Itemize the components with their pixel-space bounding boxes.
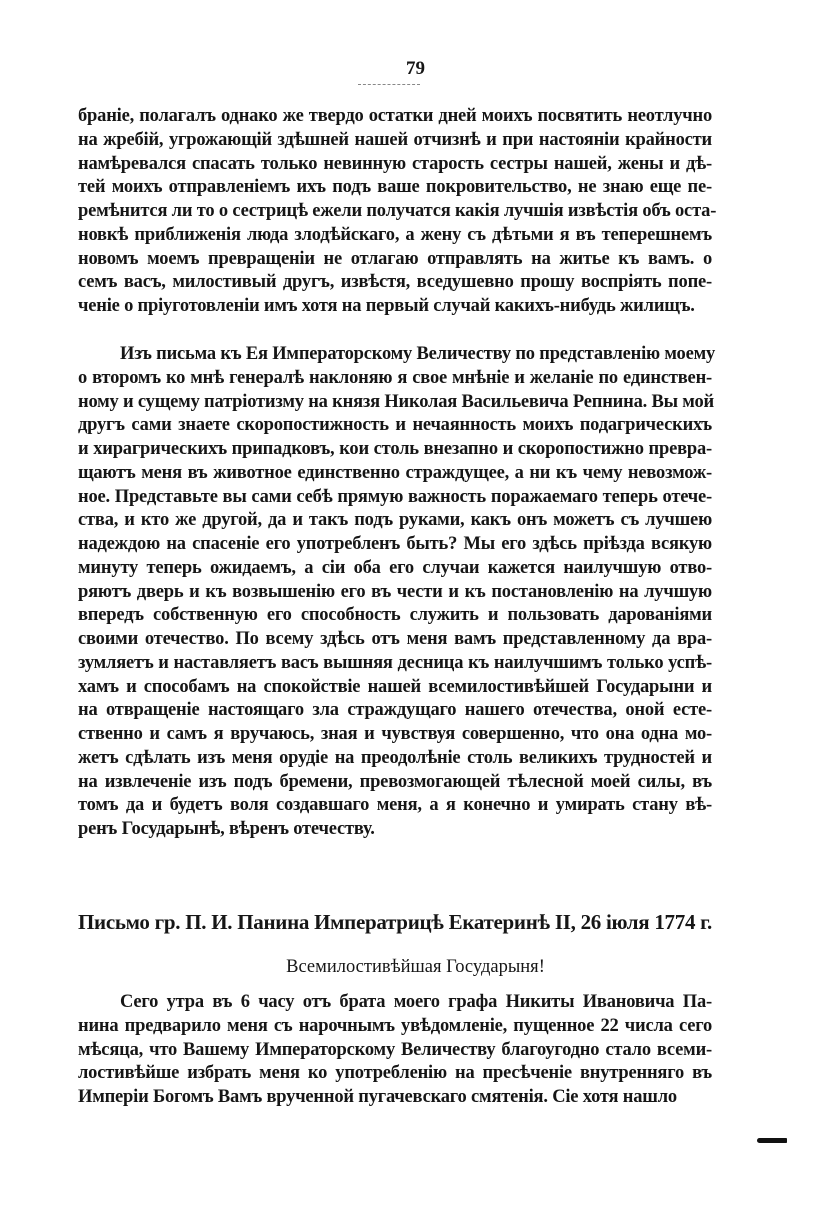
text-line: и хирагрическихъ припадковъ, кои столь внезапно и скоропостижно превра- bbox=[78, 439, 712, 459]
salutation: Всемилостивѣйшая Государыня! bbox=[286, 957, 545, 977]
page-number-rule bbox=[358, 84, 420, 85]
text-line: ремѣнится ли то о сестрицѣ ежели получатся какія лучшія извѣстія объ оста- bbox=[78, 201, 717, 221]
text-line: мѣсяца, что Вашему Императорскому Величеству благоугодно стало всеми- bbox=[78, 1039, 712, 1060]
text-line: ное. Представьте вы сами себѣ прямую важность поражаемаго теперь отече- bbox=[78, 486, 712, 507]
text-line: зумляетъ и наставляетъ васъ вышняя десница къ наилучшимъ только успѣ- bbox=[78, 652, 712, 673]
text-line: тей моихъ отправленіемъ ихъ подъ ваше покровительство, не знаю еще пе- bbox=[78, 177, 712, 198]
scan-mark bbox=[757, 1138, 787, 1143]
text-line: ства, и кто же другой, да и такъ подъ руками, какъ онъ можетъ съ лучшею bbox=[78, 510, 712, 531]
text-line: томъ да и будетъ воля создавшаго меня, а я конечно и умирать стану вѣ- bbox=[78, 795, 712, 816]
text-line: семъ васъ, милостивый другъ, извѣстя, вседушевно прошу воспріять попе- bbox=[78, 272, 712, 293]
text-line: намѣревался спасать только невинную старость сестры нашей, жены и дѣ- bbox=[78, 153, 712, 174]
text-line: о второмъ ко мнѣ генералѣ наклоняю я свое мнѣніе и желаніе по единствен- bbox=[78, 367, 712, 388]
text-line: Имперіи Богомъ Вамъ врученной пугачевскаго смятенія. Сіе хотя нашло bbox=[78, 1087, 677, 1107]
paragraph-1 bbox=[78, 105, 717, 319]
text-line: Изъ письма къ Ея Императорскому Величеству по представленію моему bbox=[120, 344, 716, 364]
text-line: Сего утра въ 6 часу отъ брата моего графа Никиты Ивановича Па- bbox=[120, 992, 712, 1012]
text-line: на отвращеніе настоящаго зла страждущаго нашего отечества, оной есте- bbox=[78, 700, 712, 721]
text-line: щаютъ меня въ животное единственно страждущее, а ни къ чему невозмож- bbox=[78, 462, 712, 483]
text-line: жетъ сдѣлать изъ меня орудіе на преодолѣніе столь великихъ трудностей и bbox=[78, 747, 712, 768]
text-line: своими отечество. По всему здѣсь отъ меня вамъ представленному да вра- bbox=[78, 629, 712, 649]
text-line: ному и сущему патріотизму на князя Николая Васильевича Репнина. Вы мой bbox=[78, 391, 714, 412]
text-line: на жребій, угрожающій здѣшней нашей отчизнѣ и при настояніи крайности bbox=[78, 129, 712, 150]
text-line: браніе, полагалъ однако же твердо остатки дней моихъ посвятить неотлучно bbox=[78, 106, 712, 126]
text-line: другъ сами знаете скоропостижность и нечаянность моихъ подагрическихъ bbox=[78, 415, 712, 436]
text-line: нина предварило меня съ нарочнымъ увѣдомленіе, пущенное 22 числа сего bbox=[78, 1015, 712, 1036]
page-number: 79 bbox=[406, 58, 425, 79]
text-line: ряютъ дверь и къ возвышенію его въ чести и къ постановленію на лучшую bbox=[78, 581, 712, 602]
paragraph-3 bbox=[78, 991, 712, 1110]
text-line: новкѣ приближенія люда злодѣйскаго, а жену съ дѣтьми я въ теперешнемъ bbox=[78, 224, 712, 245]
text-line: новомъ моемъ превращеніи не отлагаю отправлять на житье къ вамъ. о bbox=[78, 248, 712, 269]
paragraph-2 bbox=[78, 343, 716, 842]
text-line: ренъ Государынѣ, вѣренъ отечеству. bbox=[78, 819, 375, 839]
text-line: на извлеченіе изъ подъ бремени, превозмогающей тѣлесной моей силы, въ bbox=[78, 771, 712, 792]
text-line: ственно и самъ я вручаюсь, зная и чувствуя совершенно, что она одна мо- bbox=[78, 724, 712, 744]
text-line: впередъ собственную его способность служить и пользовать дарованіями bbox=[78, 605, 712, 626]
text-line: минуту теперь ожидаемъ, а сіи оба его случаи кажется наилучшую отво- bbox=[78, 557, 712, 578]
text-line: ченіе о пріуготовленіи имъ хотя на первый случай какихъ-нибудь жилищъ. bbox=[78, 296, 695, 316]
text-line: хамъ и способамъ на спокойствіе нашей всемилостивѣйшей Государыни и bbox=[78, 676, 712, 697]
text-line: лостивѣйше избрать меня ко употребленію на пресѣченіе внутренняго въ bbox=[78, 1063, 712, 1084]
letter-heading: Письмо гр. П. И. Панина Императрицѣ Екатеринѣ II, 26 іюля 1774 г. bbox=[78, 910, 712, 934]
text-line: надеждою на спасеніе его употребленъ быть? Мы его здѣсь пріѣзда всякую bbox=[78, 534, 712, 554]
